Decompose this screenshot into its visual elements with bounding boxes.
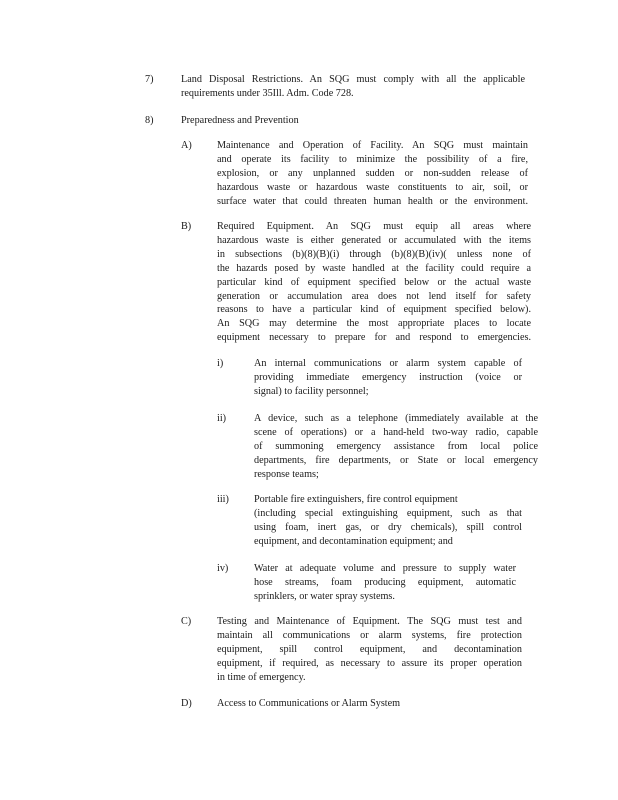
text-line: explosion, or any unplanned sudden or non-sudden release of <box>217 167 528 179</box>
text-line: and operate its facility to minimize the possibility of a fire, <box>217 153 528 165</box>
text-line: maintain all communications or alarm systems, fire protection <box>217 629 522 641</box>
text-line: in time of emergency. <box>217 671 306 683</box>
text-line: surface water that could threaten human health or the environment. <box>217 195 528 207</box>
item-text <box>254 562 516 604</box>
text-line: scene of operations) or a hand-held two-way radio, capable <box>254 426 538 438</box>
text-line: hose streams, foam producing equipment, automatic <box>254 576 516 588</box>
text-line: generation or accumulation area does not lend itself for safety <box>217 290 531 302</box>
text-line: Testing and Maintenance of Equipment. The SQG must test and <box>217 616 522 627</box>
text-line: the hazards posed by waste handled at the facility could require a <box>217 262 531 274</box>
text-line: sprinklers, or water spray systems. <box>254 590 395 602</box>
item-heading <box>217 697 400 711</box>
text-line: (including special extinguishing equipment, such as that <box>254 507 522 519</box>
text-line: Maintenance and Operation of Facility. An SQG must maintain <box>217 140 528 151</box>
item-heading <box>181 114 299 128</box>
text-line: using foam, inert gas, or dry chemicals), spill control <box>254 521 522 533</box>
heading-text: Preparedness and Prevention <box>181 115 299 126</box>
text-line: An internal communications or alarm system capable of <box>254 358 522 369</box>
text-line: hazardous waste or hazardous waste constituents to air, soil, or <box>217 181 528 193</box>
item-number: D) <box>181 698 192 709</box>
item-number: iii) <box>217 494 229 505</box>
text-line: signal) to facility personnel; <box>254 385 369 397</box>
text-line: equipment necessary to prepare for and respond to emergencies. <box>217 332 531 344</box>
text-line: particular kind of equipment specified below or the actual waste <box>217 276 531 288</box>
item-text <box>217 139 528 209</box>
item-number: 8) <box>145 115 154 126</box>
text-line: A device, such as a telephone (immediately available at the <box>254 413 538 424</box>
text-line: Portable fire extinguishers, fire control equipment <box>254 494 458 505</box>
text-line: equipment, and decontamination equipment; and <box>254 535 453 547</box>
item-number: B) <box>181 221 192 232</box>
item-text <box>254 357 522 399</box>
text-line: equipment, if required, as necessary to assure its proper operation <box>217 657 522 669</box>
item-number: ii) <box>217 413 227 424</box>
text-line: Required Equipment. An SQG must equip all areas where <box>217 221 531 232</box>
text-line: departments, fire departments, or State or local emergency <box>254 454 538 466</box>
text-line: equipment, spill control equipment, and decontamination <box>217 643 522 655</box>
text-line: reasons to have a particular kind of equipment specified below). <box>217 304 531 316</box>
text-line: An SQG may determine the most appropriate places to locate <box>217 318 531 330</box>
text-line: providing immediate emergency instruction (voice or <box>254 371 522 383</box>
heading-text: Access to Communications or Alarm System <box>217 698 401 709</box>
item-text <box>254 412 538 482</box>
text-line: Land Disposal Restrictions. An SQG must comply with all the applicable <box>181 74 525 85</box>
item-number: iv) <box>217 563 229 574</box>
text-line: of summoning emergency assistance from local police <box>254 440 538 452</box>
item-text <box>181 73 525 101</box>
item-number: 7) <box>145 74 154 85</box>
text-line: Water at adequate volume and pressure to supply water <box>254 563 516 574</box>
item-text <box>254 493 522 549</box>
item-number: C) <box>181 616 192 627</box>
text-line: in subsections (b)(8)(B)(i) through (b)(8)(B)(iv)( unless none of <box>217 248 531 260</box>
item-text <box>217 615 522 685</box>
item-number: i) <box>217 358 224 369</box>
text-line: hazardous waste is either generated or accumulated with the items <box>217 234 531 246</box>
text-line: response teams; <box>254 468 319 480</box>
item-number: A) <box>181 140 192 151</box>
item-text <box>217 220 531 345</box>
text-line: requirements under 35Ill. Adm. Code 728. <box>181 87 354 99</box>
